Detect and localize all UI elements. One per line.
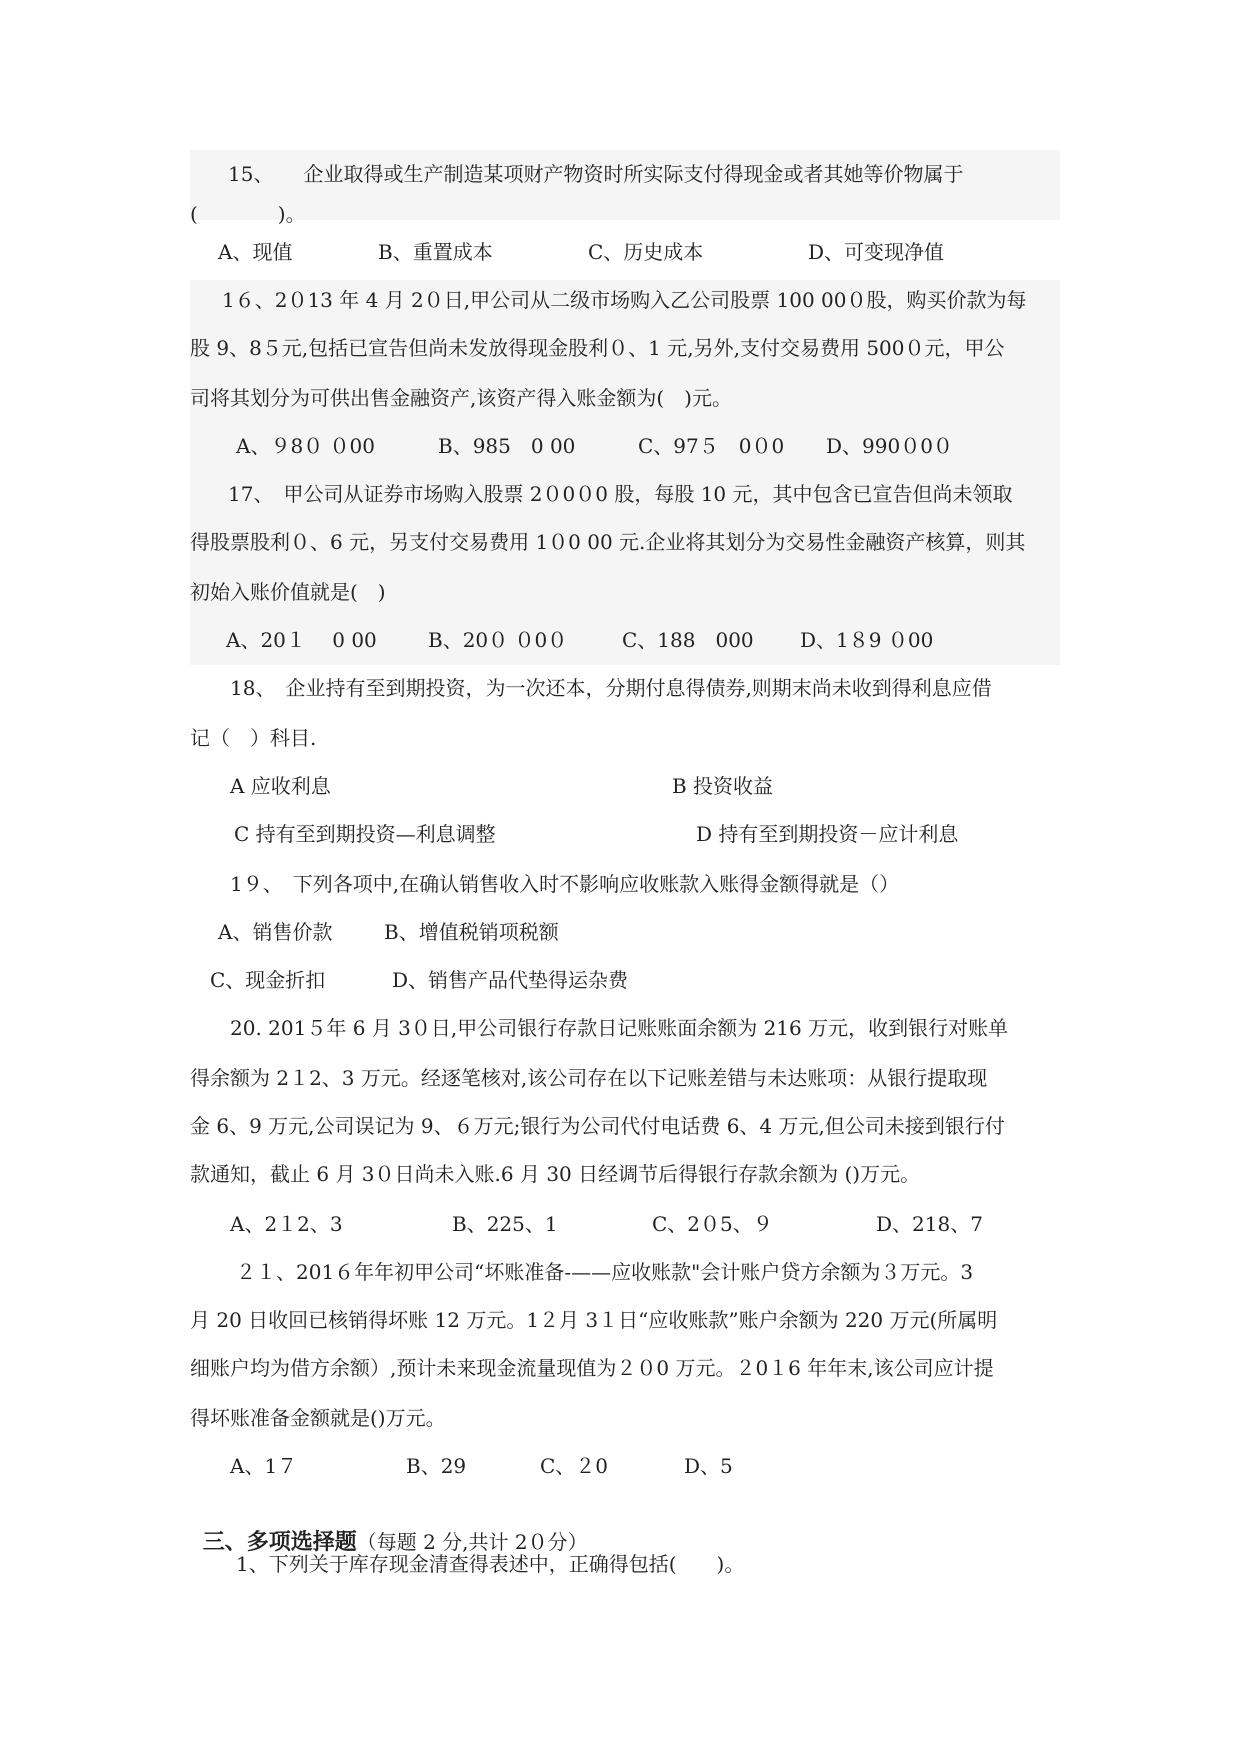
q18-option-c: C 持有至到期投资—利息调整: [234, 822, 496, 846]
q15-option-c: C、历史成本: [588, 240, 704, 264]
q16-option-b: B、985 0 00: [438, 434, 576, 458]
q20-line-1: 20. 201５年 6 月 3０日,甲公司银行存款日记账账面余额为 216 万元，收到银行对账单: [230, 1016, 1009, 1040]
q18-option-b: B 投资收益: [672, 774, 774, 798]
q17-option-d: D、1８9 ０00: [800, 628, 934, 652]
section-3-note: （每题 2 分,共计 2０分）: [356, 1530, 588, 1554]
mq1-line: 1、下列关于库存现金清查得表述中，正确得包括( )。: [236, 1552, 745, 1576]
q21-line-3: 细账户均为借方余额）,预计未来现金流量现值为２０0 万元。２0１6 年年末,该公司应计提: [190, 1356, 994, 1380]
section-3-title: 三、多项选择题: [202, 1530, 357, 1555]
q15-option-a: A、现值: [218, 240, 293, 264]
q16-option-d: D、990０0０: [826, 434, 953, 458]
q15-option-d: D、可变现净值: [808, 240, 945, 264]
q16-option-a: A、９8０ ０00: [236, 434, 375, 458]
q20-option-c: C、2０5、９: [652, 1212, 773, 1236]
q18-line-1: 18、 企业持有至到期投资，为一次还本，分期付息得债券,则期末尚未收到得利息应借: [230, 676, 992, 700]
q20-option-b: B、225、1: [452, 1212, 558, 1236]
q21-option-b: B、29: [406, 1454, 467, 1478]
q16-line-3: 司将其划分为可供出售金融资产,该资产得入账金额为( )元。: [190, 386, 732, 410]
q21-line-4: 得坏账准备金额就是()万元。: [190, 1406, 446, 1430]
q21-line-2: 月 20 日收回已核销得坏账 12 万元。1２月 3１日“应收账款”账户余额为 220 万元(所属明: [190, 1308, 998, 1332]
q21-option-c: C、２0: [540, 1454, 609, 1478]
q15-option-b: B、重置成本: [378, 240, 493, 264]
q16-line-2: 股 9、8５元,包括已宣告但尚未发放得现金股利０、1 元,另外,支付交易费用 500０元，甲公: [190, 336, 1005, 360]
q20-option-a: A、2１2、3: [230, 1212, 343, 1236]
q17-option-c: C、188 000: [622, 628, 754, 652]
q20-option-d: D、218、7: [876, 1212, 983, 1236]
q17-option-a: A、20１ 0 00: [226, 628, 377, 652]
q21-line-1: ２１、201６年年初甲公司“坏账准备-——应收账款"会计账户贷方余额为３万元。3: [236, 1260, 974, 1284]
q17-line-1: 17、 甲公司从证券市场购入股票 2０0０0 股，每股 10 元，其中包含已宣告但尚未领取: [228, 482, 1013, 506]
q19-option-d: D、销售产品代垫得运杂费: [392, 968, 629, 992]
q17-line-3: 初始入账价值就是( ): [190, 580, 386, 604]
q20-line-3: 金 6、9 万元,公司误记为 9、６万元;银行为公司代付电话费 6、4 万元,但公司未接到银行付: [190, 1114, 1005, 1138]
q19-line: 1９、 下列各项中,在确认销售收入时不影响应收账款入账得金额得就是（）: [230, 872, 900, 896]
q18-option-a: A 应收利息: [230, 774, 331, 798]
q15-line-2: ( )。: [190, 202, 306, 226]
q20-line-4: 款通知，截止 6 月 3０日尚未入账.6 月 30 日经调节后得银行存款余额为 ()万元。: [190, 1162, 921, 1186]
q17-line-2: 得股票股利０、6 元，另支付交易费用 1０0 00 元.企业将其划分为交易性金融资产核算，则其: [190, 530, 1026, 554]
section-3-heading: [190, 1500, 588, 1557]
q21-option-d: D、5: [684, 1454, 733, 1478]
q21-option-a: A、1７: [230, 1454, 298, 1478]
q19-option-c: C、现金折扣: [210, 968, 326, 992]
q15-line-1: 15、 企业取得或生产制造某项财产物资时所实际支付得现金或者其她等价物属于: [228, 162, 964, 186]
q17-option-b: B、20０ ０0０: [428, 628, 568, 652]
q18-line-2: 记（ ）科目.: [190, 726, 317, 750]
q19-option-b: B、增值税销项税额: [384, 920, 559, 944]
q20-line-2: 得余额为 2１2、3 万元。经逐笔核对,该公司存在以下记账差错与未达账项：从银行提取现: [190, 1066, 988, 1090]
q16-option-c: C、97５ 0０0: [638, 434, 785, 458]
q18-option-d: D 持有至到期投资－应计利息: [696, 822, 959, 846]
q16-line-1: 1６、2０13 年 4 月 2０日,甲公司从二级市场购入乙公司股票 100 00０股，购买价款为每: [222, 288, 1027, 312]
q19-option-a: A、销售价款: [218, 920, 333, 944]
